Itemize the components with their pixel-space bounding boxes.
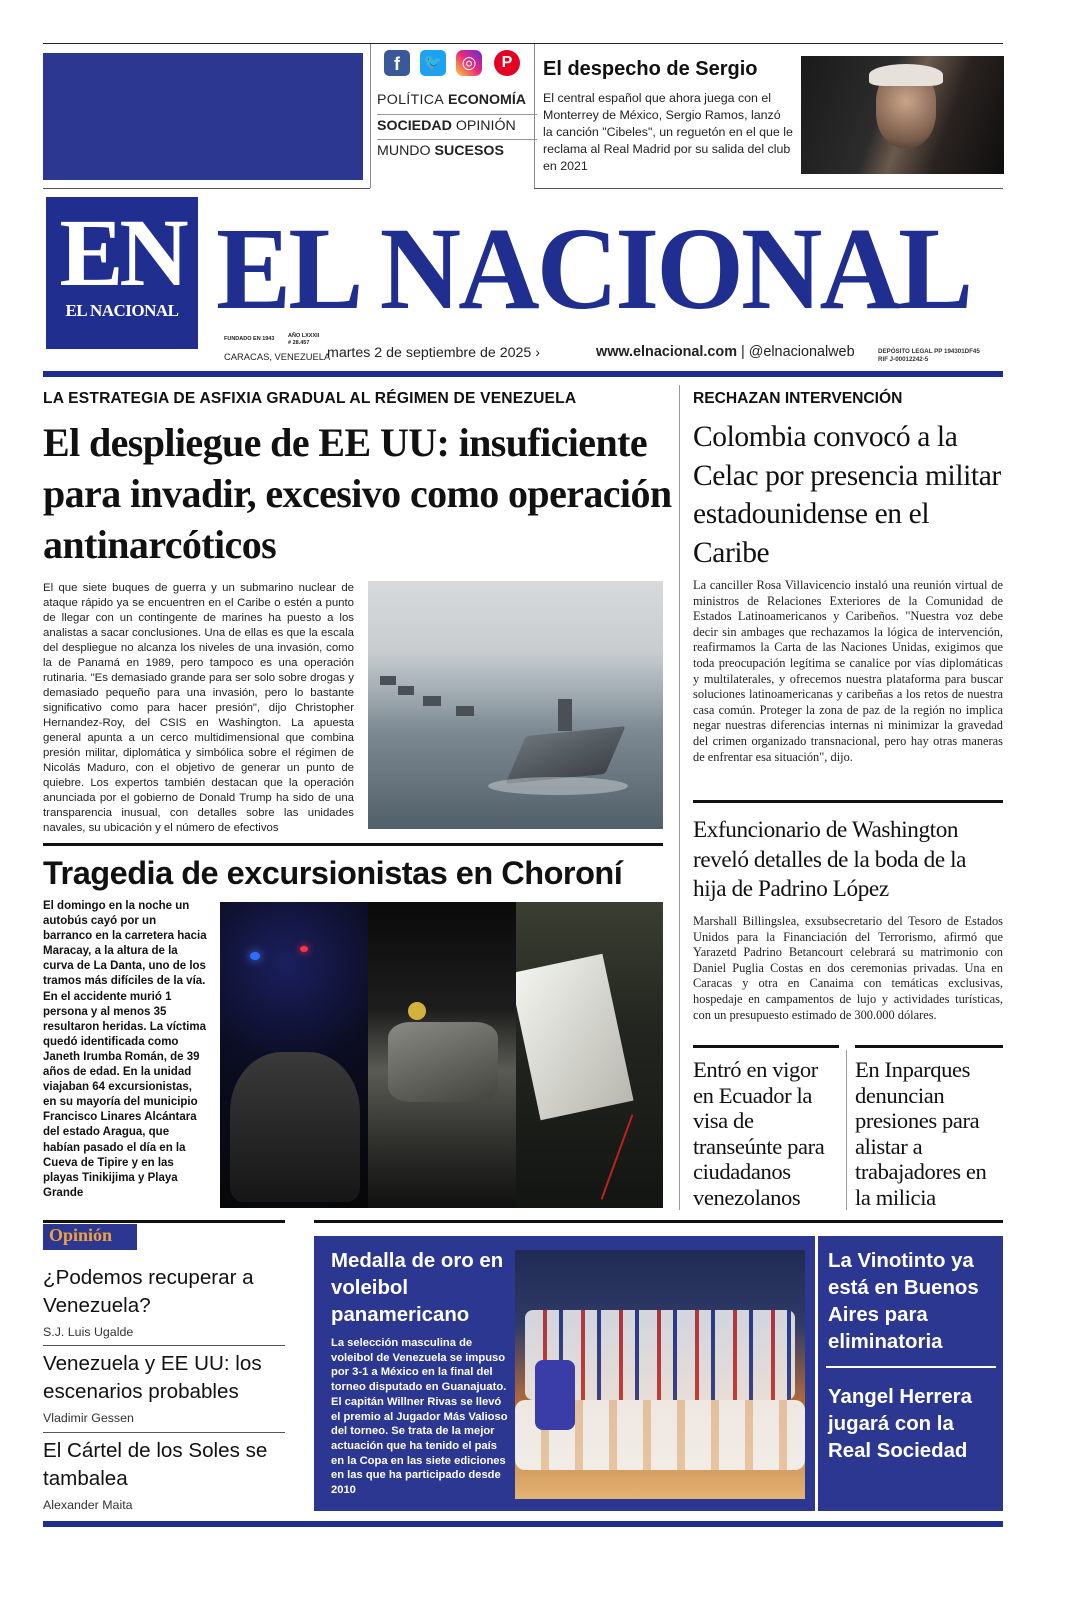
- colombia-body: La canciller Rosa Villavicencio instaló una reunión virtual de ministros de Relaciones Exteriores de la Comunidad de Estados Latinoamericanos y Caribeños. "Nuestra voz debe decir sin ambages que rechazamos la lógica de intervención, reafirmamos la Carta de las Naciones Unidas, exigimos que toda preocupación legítima se canalice por vías diplomáticas y multilaterales, y ofrecemos nuestra plataforma para buscar soluciones latinoamericanas y caribeñas a los retos de nuestra casa común. Proteger la zona de paz de la región no implica negar nuestras diferencias internas ni minimizar la gravedad del crimen organizado transnacional, pero hay otras maneras de enfrentar esa situación", dijo.: [693, 578, 1003, 764]
- teaser-photo[interactable]: [801, 56, 1004, 174]
- brief-ecuador-visa[interactable]: Entró en vigor en Ecuador la visa de transeúnte para ciudadanos venezolanos: [693, 1057, 825, 1210]
- nav-sociedad[interactable]: SOCIEDAD: [377, 118, 452, 134]
- social-links: [384, 50, 534, 78]
- tragedy-photo-3[interactable]: [516, 902, 663, 1208]
- volley-team-photo[interactable]: [515, 1250, 805, 1499]
- padrino-body: Marshall Billingslea, exsubsecretario del Tesoro de Estados Unidos para la Financiación del Terrorismo, afirmó que Yarazetd Padrino Betancourt celebrará su matrimonio con Daniel Puglia Costas en dos ceremonias privadas. Una en Caracas y otra en Canaima con temáticas exclusivas, hospedaje en campamentos de lujo y actividades turísticas, con un presupuesto estimado de 300.000 dólares.: [693, 914, 1003, 1022]
- lead-photo-warships[interactable]: [368, 581, 663, 829]
- opinion-title[interactable]: El Cártel de los Soles se tambalea: [43, 1439, 268, 1490]
- opinion-title[interactable]: Venezuela y EE UU: los escenarios probables: [43, 1352, 262, 1403]
- nav-mundo[interactable]: MUNDO: [377, 143, 431, 159]
- twitter-icon[interactable]: 🐦: [420, 50, 446, 76]
- masthead-founded: FUNDADO EN 1943: [224, 336, 275, 342]
- opinion-item[interactable]: [43, 1350, 293, 1425]
- masthead-web[interactable]: www.elnacional.com | @elnacionalweb: [596, 344, 855, 360]
- opinion-label: Opinión: [43, 1224, 137, 1250]
- masthead-issue: AÑO LXXXII # 28.457: [288, 333, 320, 346]
- lead-headline[interactable]: El despliegue de EE UU: insuficiente para invadir, excesivo como operación antinarcóticos: [43, 420, 672, 567]
- colombia-headline[interactable]: Colombia convocó a la Celac por presencia militar estadounidense en el Caribe: [693, 421, 1001, 569]
- tragedy-photo-1[interactable]: [220, 902, 368, 1208]
- volley-body: La selección masculina de voleibol de Venezuela se impuso por 3-1 a México en la final del torneo disputado en Guanajuato. El capitán Willner Rivas se llevó el premio al Jugador Más Valioso del torneo. Se trata de la mejor actuación que ha tenido el país en la Copa en las siete ediciones en las que ha participado desde 2010: [331, 1337, 508, 1497]
- instagram-icon[interactable]: ◎: [456, 50, 482, 76]
- teaser-title[interactable]: El despecho de Sergio: [543, 58, 758, 80]
- opinion-author: S.J. Luis Ugalde: [43, 1325, 134, 1339]
- lead-kicker: LA ESTRATEGIA DE ASFIXIA GRADUAL AL RÉGIMEN DE VENEZUELA: [43, 390, 577, 407]
- section-nav: [377, 91, 537, 165]
- teaser-text: El central español que ahora juega con el Monterrey de México, Sergio Ramos, lanzó la canción "Cibeles", un reguetón en el que le reclama al Real Madrid por su salida del club en 2021: [543, 91, 793, 173]
- sports-vinotinto[interactable]: La Vinotinto ya está en Buenos Aires para eliminatoria: [828, 1250, 979, 1353]
- opinion-item[interactable]: [43, 1264, 285, 1339]
- nav-economia[interactable]: ECONOMÍA: [448, 92, 527, 108]
- nav-opinion[interactable]: OPINIÓN: [455, 118, 516, 134]
- brief-inparques[interactable]: En Inparques denuncian presiones para alistar a trabajadores en la milicia: [855, 1057, 987, 1210]
- tragedy-headline[interactable]: Tragedia de excursionistas en Choroní: [43, 855, 623, 891]
- nav-politica[interactable]: POLÍTICA: [377, 92, 445, 108]
- nav-sucesos[interactable]: SUCESOS: [434, 143, 504, 159]
- ad-placeholder-box[interactable]: [43, 53, 363, 180]
- pinterest-icon[interactable]: P: [494, 50, 520, 76]
- tragedy-photo-2[interactable]: [368, 902, 516, 1208]
- masthead-city: CARACAS, VENEZUELA: [224, 351, 331, 362]
- masthead-logo-box[interactable]: [46, 197, 198, 349]
- facebook-icon[interactable]: f: [384, 50, 410, 76]
- lead-body: El que siete buques de guerra y un submarino nuclear de ataque rápido ya se encuentren en el Caribe o estén a punto de llegar con un contingente de marines ha puesto a los analistas a sacar conclusiones. Una de ellas es que la escala del despliegue no alcanza los niveles de una invasión, como la de Panamá en 1989, pero tampoco es una operación rutinaria. "Es demasiado grande para ser solo sobre drogas y demasiado pequeño para una invasión, pero lo bastante significativo como para hacer presión", dijo Christopher Hernandez-Roy, del CSIS en Washington. La apuesta general apunta a un cerco multidimensional que combina presión militar, diplomática y simbólica sobre el régimen de Nicolás Maduro, con el objetivo de generar un punto de quiebre. Los expertos también destacan que la operación anunciada por el gobierno de Donald Trump ha sido de una transparencia inusual, con detalles sobre las unidades navales, su ubicación y el número de efectivos: [43, 582, 354, 834]
- opinion-author: Alexander Maita: [43, 1498, 133, 1512]
- volley-box: [314, 1236, 815, 1511]
- masthead-title[interactable]: EL NACIONAL: [216, 203, 971, 334]
- colombia-kicker: RECHAZAN INTERVENCIÓN: [693, 390, 903, 407]
- opinion-author: Vladimir Gessen: [43, 1411, 134, 1425]
- volley-headline[interactable]: Medalla de oro en voleibol panamericano: [331, 1250, 504, 1326]
- logo-en: EN: [59, 199, 185, 306]
- tragedy-body: El domingo en la noche un autobús cayó por un barranco en la carretera hacia Maracay, a la altura de la curva de La Danta, uno de los tramos más difíciles de la vía. En el accidente murió 1 persona y al menos 35 resultaron heridas. La víctima quedó identificada como Janeth Irumba Román, de 39 años de edad. En la unidad viajaban 64 excursionistas, en su mayoría del municipio Francisco Linares Alcántara del estado Aragua, que habían pasado el día en la Cueva de Tipire y en las playas Tinikijima y Playa Grande: [43, 900, 207, 1199]
- opinion-item[interactable]: [43, 1437, 285, 1512]
- sports-box: [818, 1236, 1003, 1511]
- logo-small-name: EL NACIONAL: [65, 301, 179, 320]
- masthead-date[interactable]: martes 2 de septiembre de 2025 ›: [327, 345, 540, 361]
- opinion-title[interactable]: ¿Podemos recuperar a Venezuela?: [43, 1266, 254, 1317]
- masthead-legal: DEPÓSITO LEGAL PP 194301DF45 RIF J-00012242-5: [878, 348, 980, 363]
- sports-yangel-herrera[interactable]: Yangel Herrera jugará con la Real Sociedad: [828, 1386, 972, 1462]
- padrino-headline[interactable]: Exfuncionario de Washington reveló detalles de la boda de la hija de Padrino López: [693, 817, 967, 902]
